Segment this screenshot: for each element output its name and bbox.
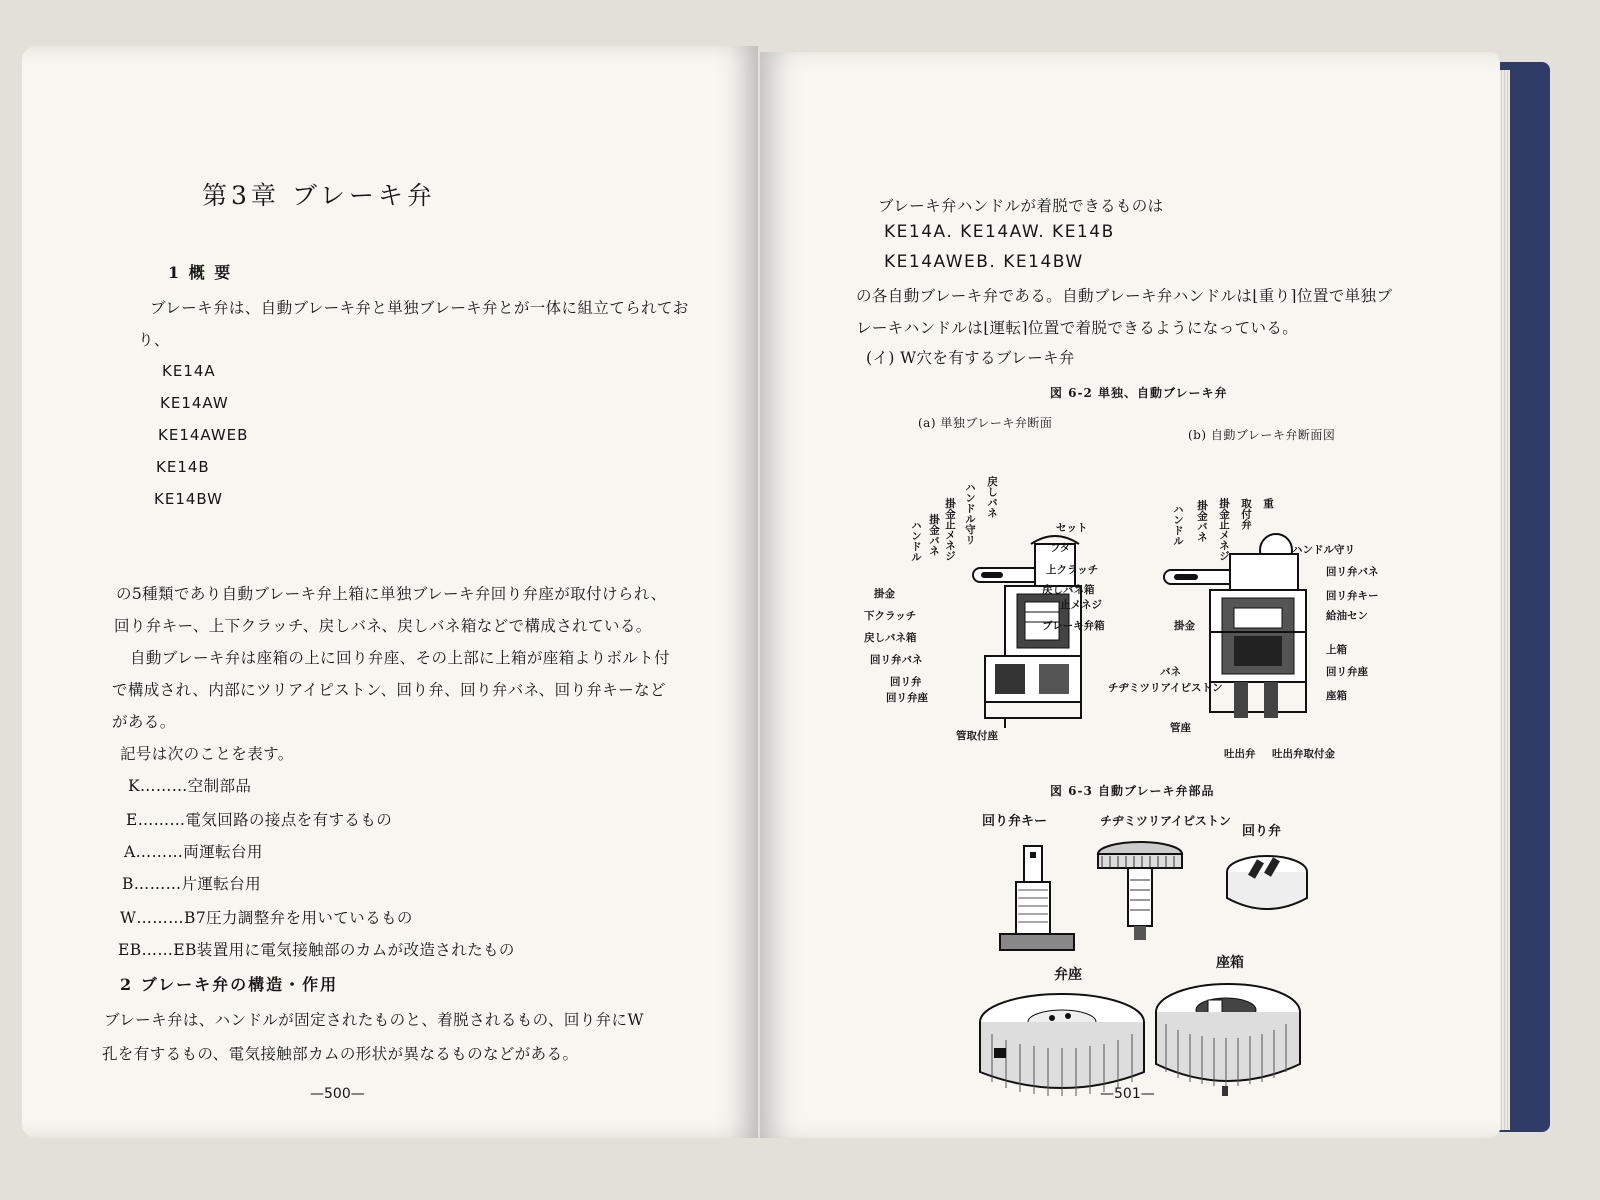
section-heading-overview: 1 概 要 (168, 263, 233, 282)
paragraph-line: の各自動ブレーキ弁である。自動ブレーキ弁ハンドルは⌊重り⌉位置で単独ブ (856, 287, 1393, 305)
part-label: チヂミツリアイピストン (1100, 814, 1231, 828)
list-item: (イ) W穴を有するブレーキ弁 (866, 349, 1075, 367)
diagram-label: 掛金止メネジ (944, 498, 956, 561)
chapter-title: 第3章 ブレーキ弁 (202, 181, 436, 210)
symbol-definition: B………片運転台用 (122, 875, 261, 893)
part-label: 回り弁 (1242, 824, 1282, 839)
section-heading-structure: 2 ブレーキ弁の構造・作用 (120, 975, 339, 994)
diagram-label: ブレーキ弁箱 (1042, 620, 1105, 632)
diagram-label: 重 (1262, 498, 1274, 509)
symbol-definition: EB……EB装置用に電気接触部のカムが改造されたもの (118, 941, 515, 959)
model-name: KE14B (156, 458, 210, 476)
model-name: KE14BW (154, 490, 223, 508)
diagram-label: フタ (1050, 542, 1071, 554)
diagram-label: 回リ弁バネ (870, 654, 923, 666)
diagram-label: 吐出弁取付金 (1272, 748, 1335, 760)
diagram-label: 吐出弁 (1224, 748, 1256, 760)
paragraph-line: で構成され、内部にツリアイピストン、回り弁、回り弁バネ、回り弁キーなど (112, 681, 666, 699)
paragraph-line: レーキハンドルは⌊運転⌉位置で着脱できるようになっている。 (856, 319, 1299, 337)
diagram-label: セット (1056, 522, 1088, 534)
diagram-label: 上箱 (1326, 644, 1347, 656)
diagram-label: 上クラッチ (1046, 564, 1099, 576)
diagram-label: ハンドル守リ (964, 482, 976, 545)
right-page (760, 52, 1500, 1138)
diagram-label: 管座 (1170, 722, 1191, 734)
piston-drawing (1090, 836, 1190, 946)
diagram-label: バネ (1160, 666, 1181, 678)
symbol-definition: A………両運転台用 (124, 843, 263, 861)
diagram-label: 戻しバネ箱 (1042, 584, 1095, 596)
left-page (22, 46, 758, 1138)
figure-subcaption: (b) 自動ブレーキ弁断面図 (1188, 428, 1336, 442)
diagram-label: 座箱 (1326, 690, 1347, 702)
diagram-label: 掛金 (1174, 620, 1195, 632)
figure-subcaption: (a) 単独ブレーキ弁断面 (918, 416, 1053, 430)
diagram-label: ハンドル (910, 520, 922, 562)
rotary-valve-key-drawing (996, 842, 1086, 962)
figure-caption: 図 6-3 自動ブレーキ弁部品 (1050, 784, 1215, 798)
diagram-label: 管取付座 (956, 730, 998, 742)
figure-caption: 図 6-2 単独、自動ブレーキ弁 (1050, 386, 1228, 400)
symbol-definition: K………空制部品 (128, 777, 252, 795)
paragraph-line: 自動ブレーキ弁は座箱の上に回り弁座、その上部に上箱が座箱よりボルト付 (130, 649, 670, 667)
model-list-line: KE14AWEB. KE14BW (884, 252, 1084, 272)
diagram-label: 下クラッチ (864, 610, 917, 622)
model-name: KE14AW (160, 394, 229, 412)
diagram-label: 掛金 (874, 588, 895, 600)
symbol-definition: E………電気回路の接点を有するもの (126, 811, 393, 829)
diagram-label: 戻しバネ箱 (864, 632, 917, 644)
diagram-label: 掛金バネ (928, 514, 940, 556)
diagram-label: 回リ弁座 (886, 692, 928, 704)
paragraph-line: 孔を有するもの、電気接触部カムの形状が異なるものなどがある。 (102, 1045, 579, 1063)
paragraph-line: り、 (138, 331, 170, 349)
paragraph-line: の5種類であり自動ブレーキ弁上箱に単独ブレーキ弁回り弁座が取付けられ、 (116, 585, 667, 603)
part-label: 弁座 (1054, 967, 1082, 983)
diagram-label: 回リ弁バネ (1326, 566, 1379, 578)
diagram-label: 回リ弁座 (1326, 666, 1368, 678)
paragraph-line: ブレーキ弁ハンドルが着脱できるものは (878, 197, 1164, 215)
paragraph-line: 回り弁キー、上下クラッチ、戻しバネ、戻しバネ箱などで構成されている。 (114, 617, 652, 635)
diagram-label: チヂミツリアイピストン (1108, 682, 1223, 694)
page-number: —501— (1100, 1086, 1155, 1102)
diagram-label: 戻しバネ (986, 476, 998, 518)
paragraph-line: ブレーキ弁は、ハンドルが固定されたものと、着脱されるもの、回り弁にW (104, 1011, 644, 1029)
diagram-label: 給油セン (1326, 610, 1368, 622)
diagram-label: ハンドル (1172, 504, 1184, 546)
paragraph-line: がある。 (112, 713, 176, 731)
rotary-valve-drawing (1222, 848, 1312, 922)
symbol-definition: W………B7圧力調整弁を用いているもの (120, 909, 413, 927)
diagram-label: 回リ弁 (890, 676, 922, 688)
diagram-label: 止メネジ (1060, 599, 1102, 611)
diagram-label: ハンドル守リ (1292, 544, 1355, 556)
model-name: KE14AWEB (158, 426, 249, 444)
diagram-label: 掛金バネ (1196, 500, 1208, 542)
diagram-label: 回リ弁キー (1326, 590, 1379, 602)
part-label: 回り弁キー (982, 814, 1048, 829)
paragraph-line: ブレーキ弁は、自動ブレーキ弁と単独ブレーキ弁とが一体に組立てられてお (150, 299, 689, 317)
diagram-label: 掛金止メネジ (1218, 498, 1230, 561)
diagram-label: 取付弁 (1240, 498, 1252, 530)
model-list-line: KE14A. KE14AW. KE14B (884, 222, 1115, 242)
part-label: 座箱 (1216, 955, 1244, 971)
seat-box-drawing (1148, 976, 1308, 1106)
paragraph-line: 記号は次のことを表す。 (120, 745, 294, 763)
page-number: —500— (310, 1086, 365, 1102)
model-name: KE14A (162, 362, 216, 380)
